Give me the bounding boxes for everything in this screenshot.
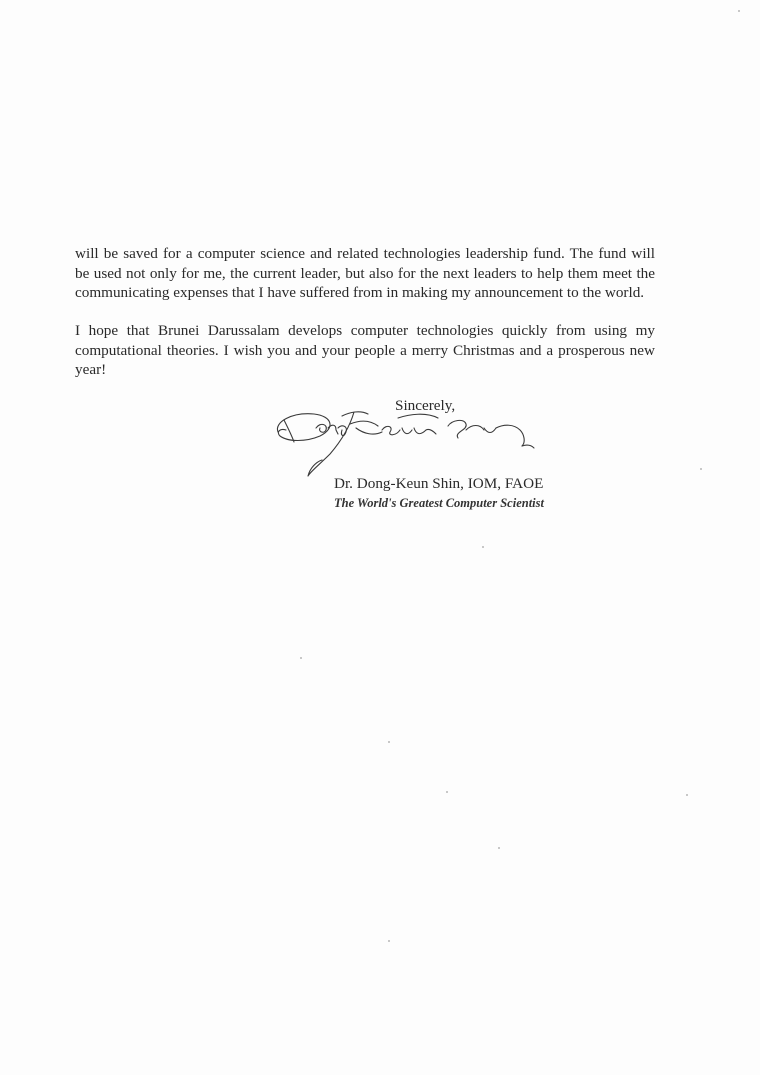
body-paragraph-1 bbox=[75, 244, 655, 303]
body-paragraph-2 bbox=[75, 321, 655, 380]
scan-speck bbox=[482, 546, 484, 548]
scan-speck bbox=[738, 10, 740, 12]
signer-title: The World's Greatest Computer Scientist bbox=[334, 496, 544, 510]
scan-speck bbox=[388, 741, 390, 743]
scan-speck bbox=[686, 794, 688, 796]
signer-name: Dr. Dong-Keun Shin, IOM, FAOE bbox=[334, 475, 544, 492]
scan-speck bbox=[446, 791, 448, 793]
scan-speck bbox=[388, 940, 390, 942]
paragraph-line: be used not only for me, the current leader, but also for the next leaders to help them meet the bbox=[75, 264, 655, 282]
paragraph-line: computational theories. I wish you and your people a merry Christmas and a prosperous new bbox=[75, 341, 655, 359]
closing-salutation: Sincerely, bbox=[395, 397, 456, 414]
paragraph-line: communicating expenses that I have suffered from in making my announcement to the world. bbox=[75, 284, 645, 301]
paragraph-line: year! bbox=[75, 361, 107, 378]
scan-speck bbox=[300, 657, 302, 659]
scan-speck bbox=[700, 468, 702, 470]
scan-speck bbox=[498, 847, 500, 849]
handwritten-signature bbox=[270, 398, 550, 478]
paragraph-line: I hope that Brunei Darussalam develops computer technologies quickly from using my bbox=[75, 322, 655, 339]
paragraph-line: will be saved for a computer science and related technologies leadership fund. The fund will bbox=[75, 245, 655, 262]
